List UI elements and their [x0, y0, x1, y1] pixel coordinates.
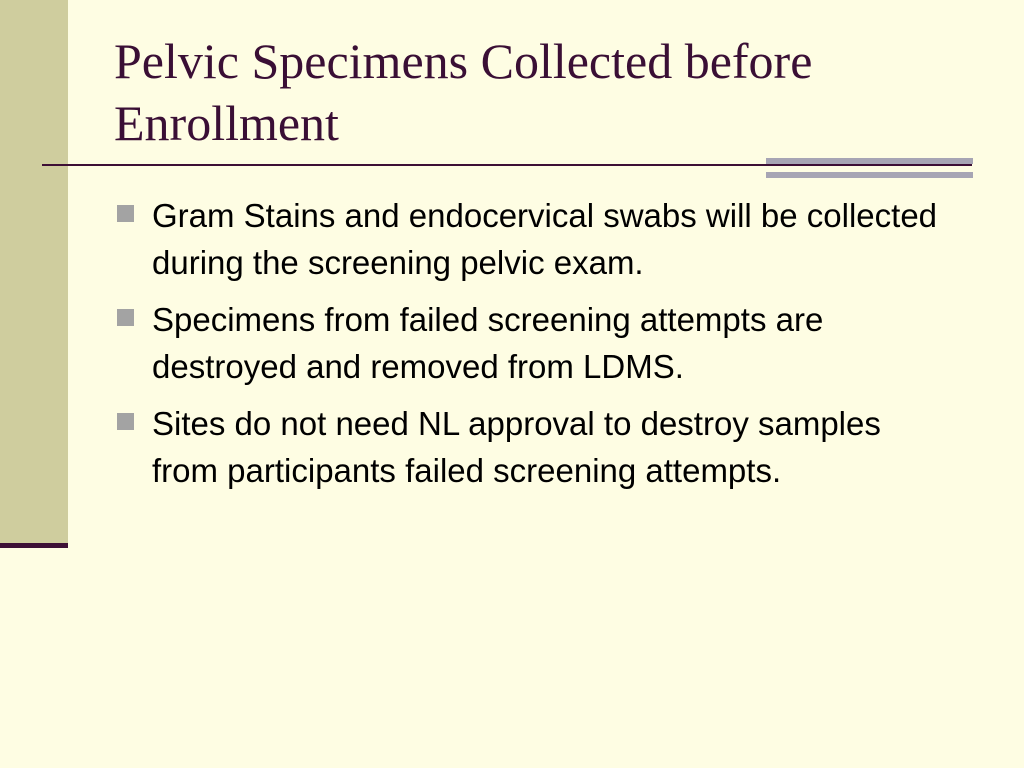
title-divider — [42, 164, 972, 166]
title-divider-accent-bottom — [766, 172, 973, 178]
left-accent-line — [0, 543, 68, 548]
bullet-item — [114, 192, 954, 286]
title-divider-accent-top — [766, 158, 973, 164]
bullet-text: Gram Stains and endocervical swabs will be collected during the screening pelvic exam. — [152, 197, 938, 281]
left-decorative-bar — [0, 0, 68, 543]
bullet-text: Sites do not need NL approval to destroy samples from participants failed screening attempts. — [152, 405, 881, 489]
bullet-text: Specimens from failed screening attempts are destroyed and removed from LDMS. — [152, 301, 824, 385]
bullet-list — [114, 192, 954, 504]
bullet-item — [114, 400, 954, 494]
square-bullet-icon — [117, 309, 134, 326]
bullet-item — [114, 296, 954, 390]
slide-title: Pelvic Specimens Collected before Enrollment — [114, 33, 813, 151]
square-bullet-icon — [117, 205, 134, 222]
square-bullet-icon — [117, 413, 134, 430]
